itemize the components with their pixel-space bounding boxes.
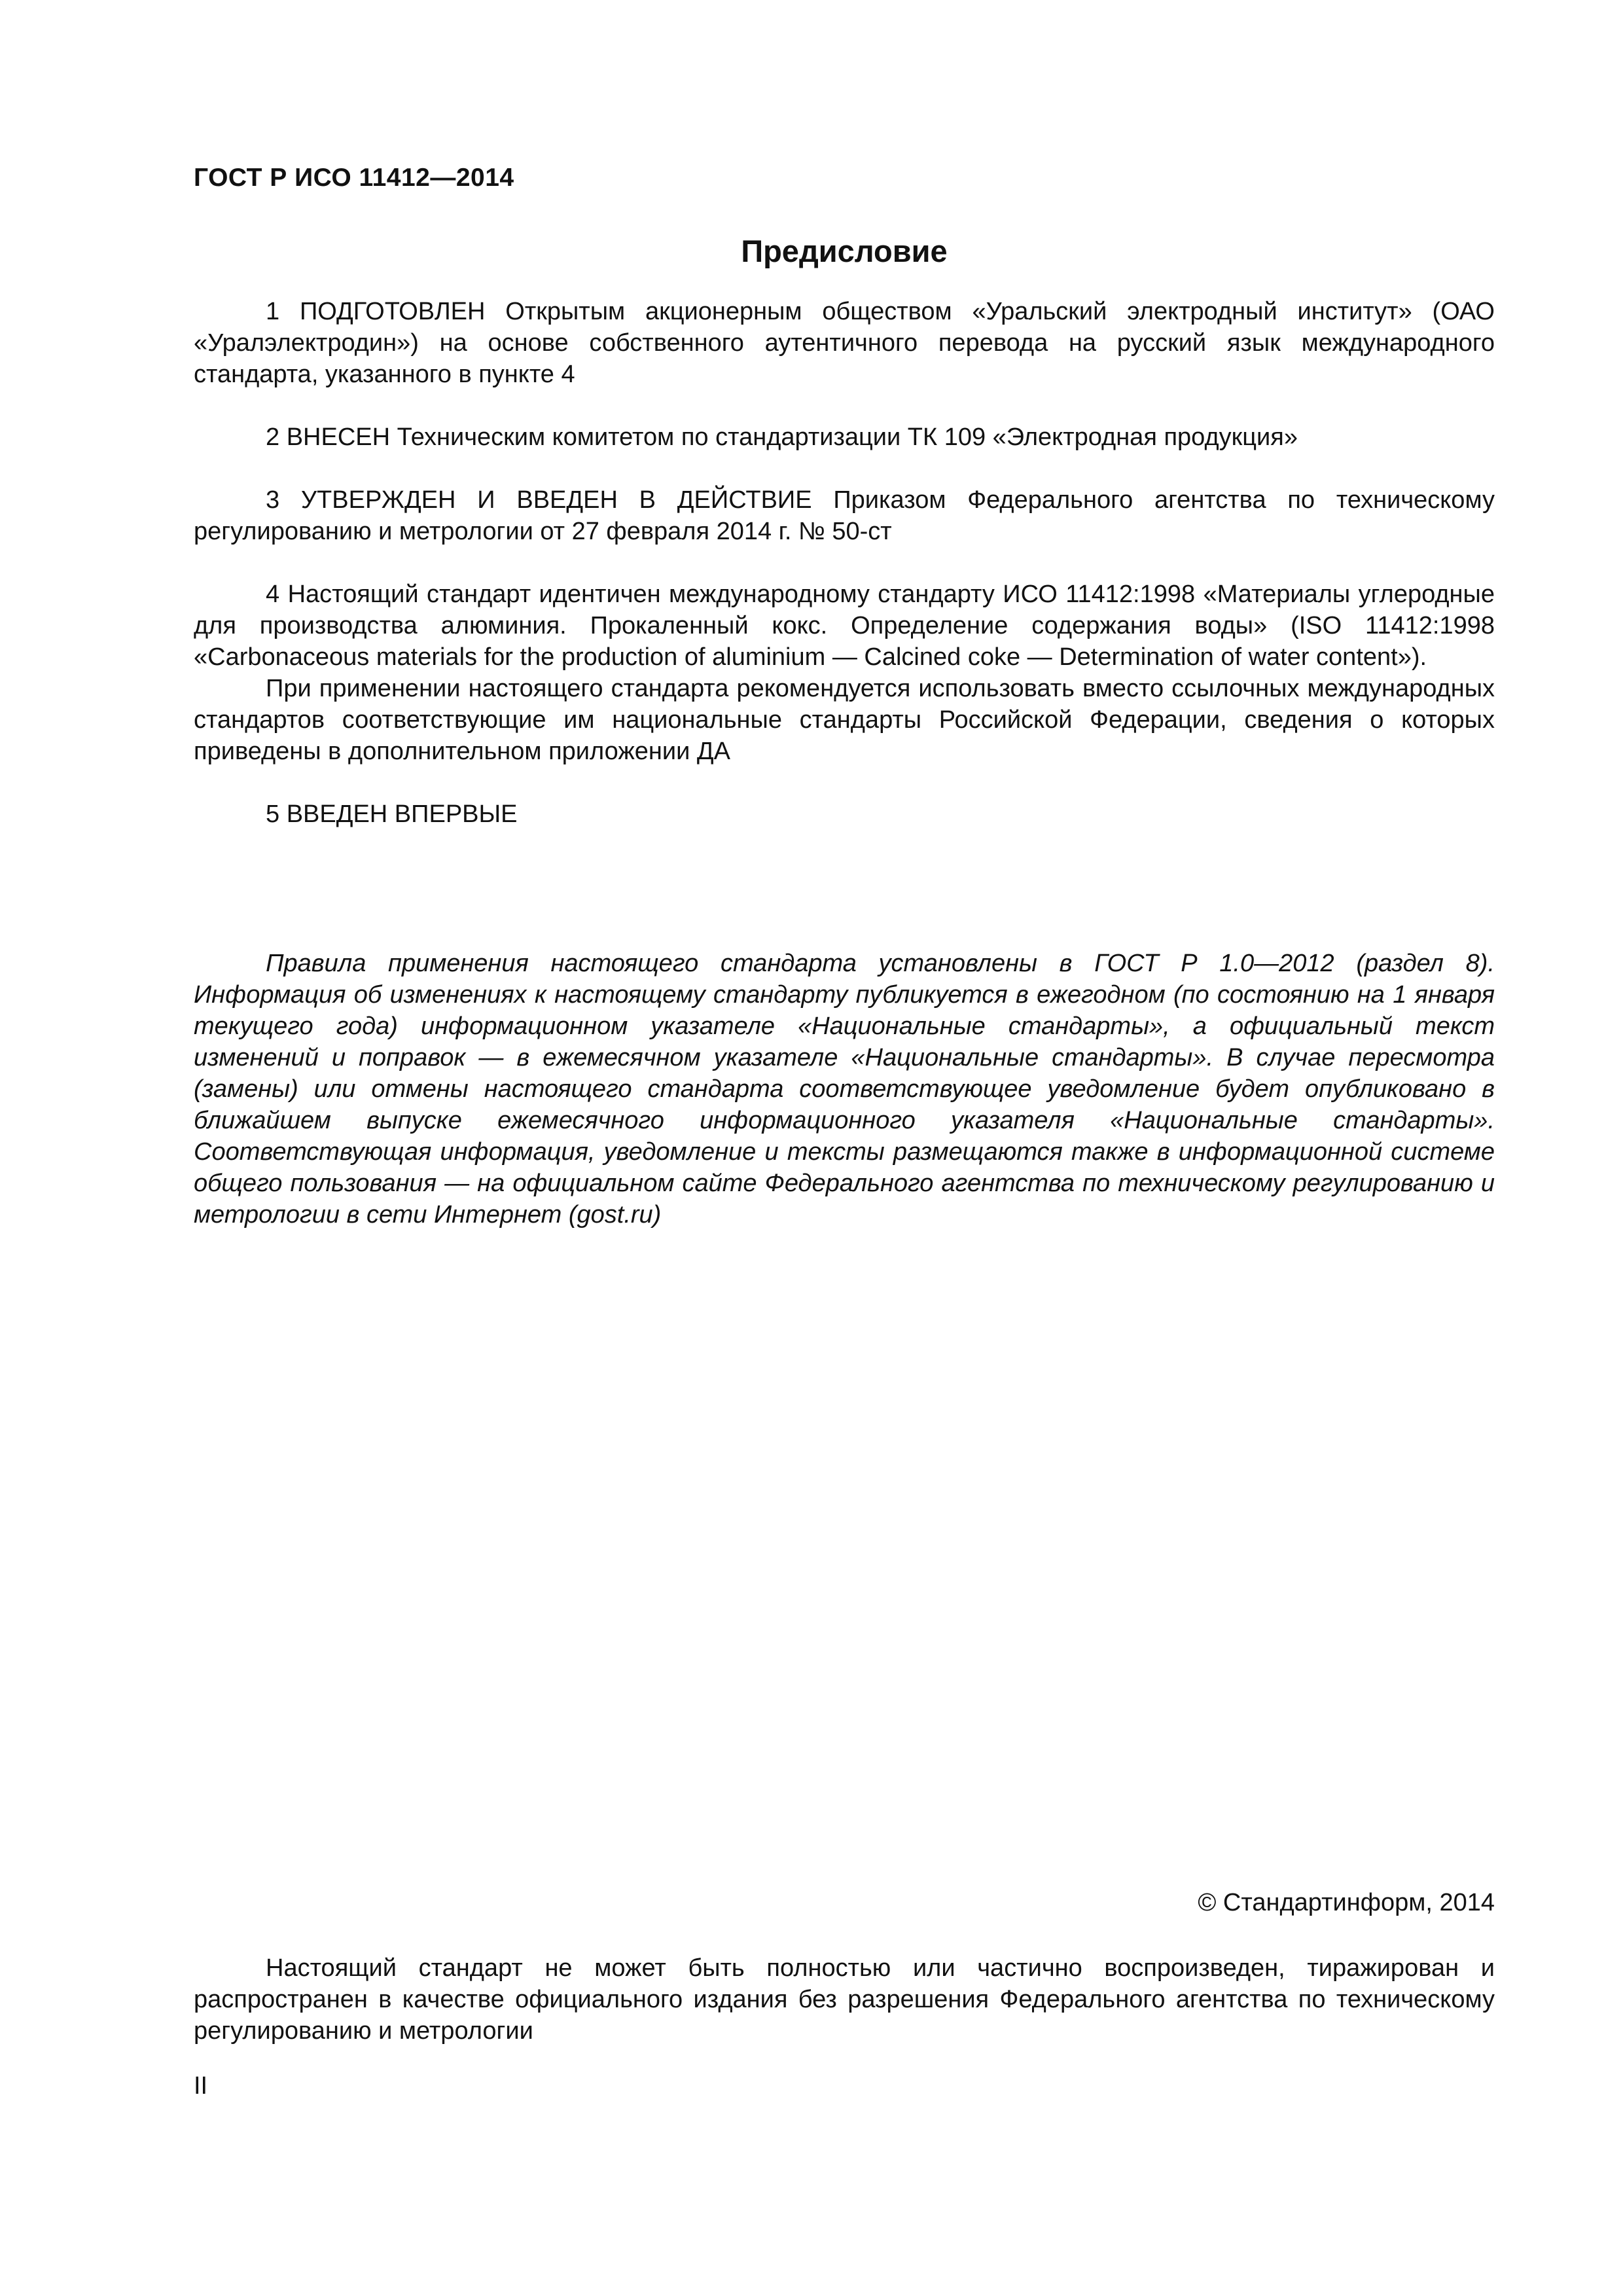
reproduction-notice: Настоящий стандарт не может быть полностью или частично воспроизведен, тиражирован и распространен в качестве официального издания без разрешения Федерального агентства по техническому регулированию и метрологии (194, 1954, 1495, 2045)
foreword-item-4-note: При применении настоящего стандарта рекомендуется использовать вместо ссылочных международных стандартов соответствующие им национальные стандарты Российской Федерации, сведения о которых приведены в дополнительном приложении ДА (194, 675, 1495, 765)
foreword-item-3: 3 УТВЕРЖДЕН И ВВЕДЕН В ДЕЙСТВИЕ Приказом Федерального агентства по техническому регулированию и метрологии от 27 февраля 2014 г. № 50-ст (194, 486, 1495, 545)
application-rules-text: Правила применения настоящего стандарта установлены в ГОСТ Р 1.0—2012 (раздел 8). Информация об изменениях к настоящему стандарту публикуется в ежегодном (по состоянию на 1 января текущего года) информационном указателе «Национальные стандарты», а официальный текст изменений и поправок — в ежемесячном указателе «Национальные стандарты». В случае пересмотра (замены) или отмены настоящего стандарта соответствующее уведомление будет опубликовано в ближайшем выпуске ежемесячного информационного указателя «Национальные стандарты». Соответствующая информация, уведомление и тексты размещаются также в информационной системе общего пользования — на официальном сайте Федерального агентства по техническому регулированию и метрологии в сети Интернет (gost.ru) (194, 950, 1495, 1229)
copyright-line: © Стандартинформ, 2014 (1198, 1889, 1495, 1916)
foreword-item-4: 4 Настоящий стандарт идентичен международному стандарту ИСО 11412:1998 «Материалы углеродные для производства алюминия. Прокаленный кокс. Определение содержания воды» (ISO 11412:1998 «Carbonaceous materials for the production of aluminium — Calcined coke — Determination of water content»). (194, 581, 1495, 671)
page-title: Предисловие (741, 234, 948, 268)
foreword-body (194, 296, 1495, 830)
foreword-item-1: 1 ПОДГОТОВЛЕН Открытым акционерным обществом «Уральский электродный институт» (ОАО «Уралэлектродин») на основе собственного аутентичного перевода на русский язык международного стандарта, указанного в пункте 4 (194, 298, 1495, 388)
page-number: II (194, 2072, 208, 2100)
document-code-header: ГОСТ Р ИСО 11412—2014 (194, 164, 514, 192)
foreword-item-2: 2 ВНЕСЕН Техническим комитетом по стандартизации ТК 109 «Электродная продукция» (266, 423, 1298, 451)
foreword-item-5: 5 ВВЕДЕН ВПЕРВЫЕ (266, 800, 518, 828)
